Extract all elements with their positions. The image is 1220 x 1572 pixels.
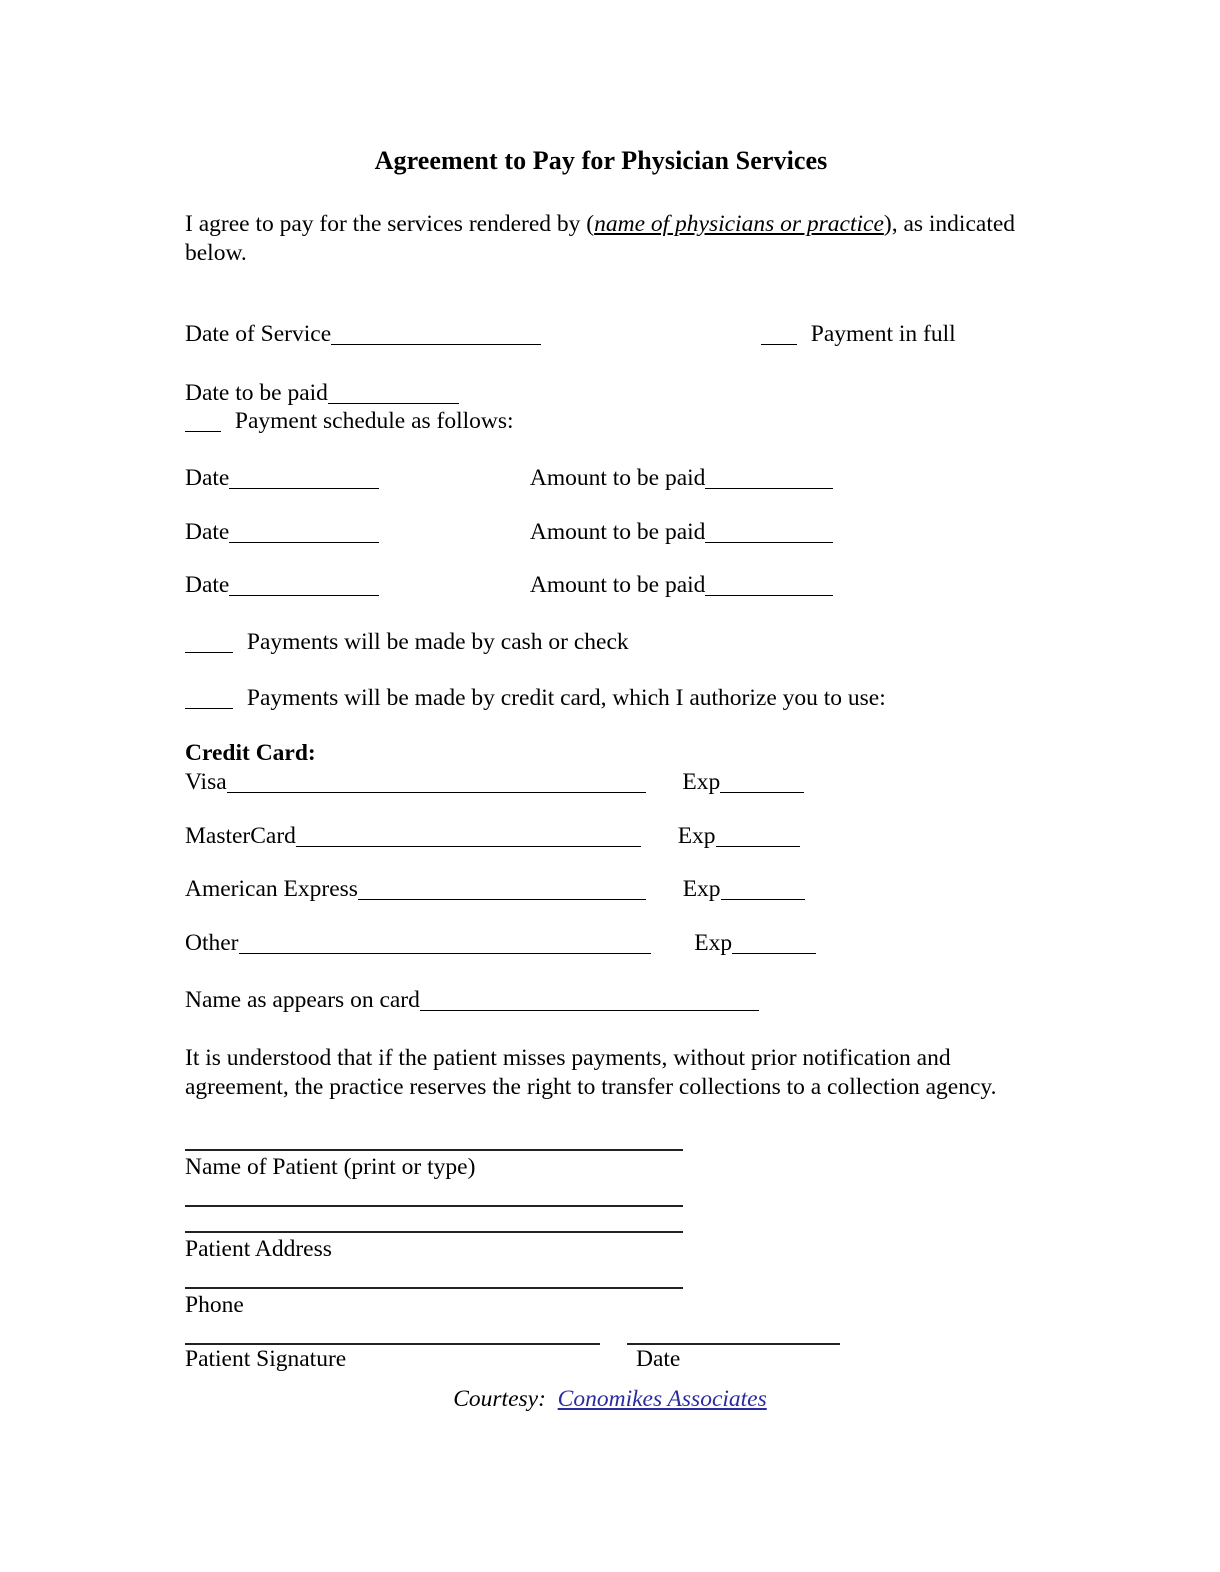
amex-exp-label: Exp [682,876,721,903]
visa-number-field[interactable] [227,792,646,793]
credit-card-row-mastercard [185,822,1017,851]
date-to-be-paid-field[interactable] [328,403,459,404]
mastercard-label: MasterCard [185,822,296,849]
credit-card-authorize-label: Payments will be made by credit card, which I authorize you to use: [246,684,886,711]
schedule-row [185,571,1017,600]
payment-method-credit-row [185,684,1017,713]
amex-number-field[interactable] [358,899,646,900]
credit-card-row-visa [185,768,1017,797]
name-on-card-field[interactable] [420,1010,759,1011]
amex-exp-field[interactable] [721,899,805,900]
schedule-date-field[interactable] [229,488,379,489]
schedule-date-field[interactable] [229,595,379,596]
schedule-date-label: Date [185,465,230,492]
schedule-date-field[interactable] [229,542,379,543]
mastercard-exp-field[interactable] [716,846,800,847]
cash-or-check-label: Payments will be made by cash or check [246,629,629,656]
schedule-date-label: Date [185,572,230,599]
patient-address-label: Patient Address [185,1235,332,1262]
credit-card-row-amex [185,875,1017,904]
name-on-card-row [185,986,1017,1015]
date-of-service-label: Date of Service [185,321,332,348]
intro-paragraph [185,210,1017,268]
payment-in-full-label: Payment in full [810,321,956,348]
schedule-amount-label: Amount to be paid [529,572,706,599]
terms-paragraph: It is understood that if the patient misses payments, without prior notification and agreement, the practice reserves the right to transfer collections to a collection agency. [185,1045,997,1101]
signature-date-labels [185,1345,1017,1375]
phone-line[interactable] [185,1287,683,1289]
conomikes-associates-link[interactable]: Conomikes Associates [557,1386,767,1412]
name-of-patient-line[interactable] [185,1149,683,1151]
signature-date-label: Date [636,1346,681,1373]
schedule-row [185,518,1017,547]
date-to-be-paid-label: Date to be paid [185,379,328,406]
amex-label: American Express [185,876,358,903]
schedule-amount-label: Amount to be paid [529,465,706,492]
date-to-be-paid-row [185,379,1017,408]
signature-block [185,1149,1017,1376]
credit-card-checkbox-rule[interactable] [185,708,233,709]
courtesy-label: Courtesy: [453,1386,546,1412]
schedule-amount-label: Amount to be paid [529,518,706,545]
visa-label: Visa [185,769,227,796]
schedule-date-label: Date [185,518,230,545]
intro-text-before: I agree to pay for the services rendered by ( [185,210,595,237]
document-content [185,146,1017,1375]
mastercard-exp-label: Exp [677,822,716,849]
other-exp-label: Exp [694,930,733,957]
name-on-card-label: Name as appears on card [185,986,420,1013]
payment-in-full-checkbox-rule[interactable] [761,344,797,345]
schedule-amount-field[interactable] [705,488,833,489]
page-title: Agreement to Pay for Physician Services [374,146,828,175]
payment-schedule-checkbox-rule[interactable] [185,431,221,432]
schedule-amount-field[interactable] [705,542,833,543]
schedule-row [185,464,1017,493]
date-of-service-row [185,320,1017,349]
patient-address-line-2[interactable] [185,1231,683,1233]
payment-method-cash-row [185,628,1017,657]
other-exp-field[interactable] [732,953,816,954]
credit-card-row-other [185,929,1017,958]
patient-signature-label: Patient Signature [185,1346,347,1373]
payment-schedule-row [185,407,1017,436]
visa-exp-field[interactable] [720,792,804,793]
name-of-patient-label: Name of Patient (print or type) [185,1153,476,1180]
footer [0,1386,1220,1413]
credit-card-heading: Credit Card: [185,740,316,767]
date-of-service-field[interactable] [331,344,541,345]
mastercard-number-field[interactable] [296,846,641,847]
schedule-amount-field[interactable] [705,595,833,596]
phone-label: Phone [185,1291,244,1318]
other-card-number-field[interactable] [239,953,651,954]
cash-or-check-checkbox-rule[interactable] [185,652,233,653]
payment-schedule-label: Payment schedule as follows: [234,408,514,435]
intro-emphasis: name of physicians or practice [594,210,884,237]
other-card-label: Other [185,930,239,957]
intro-text-after: ), as indicated below. [185,210,1016,267]
visa-exp-label: Exp [682,769,721,796]
